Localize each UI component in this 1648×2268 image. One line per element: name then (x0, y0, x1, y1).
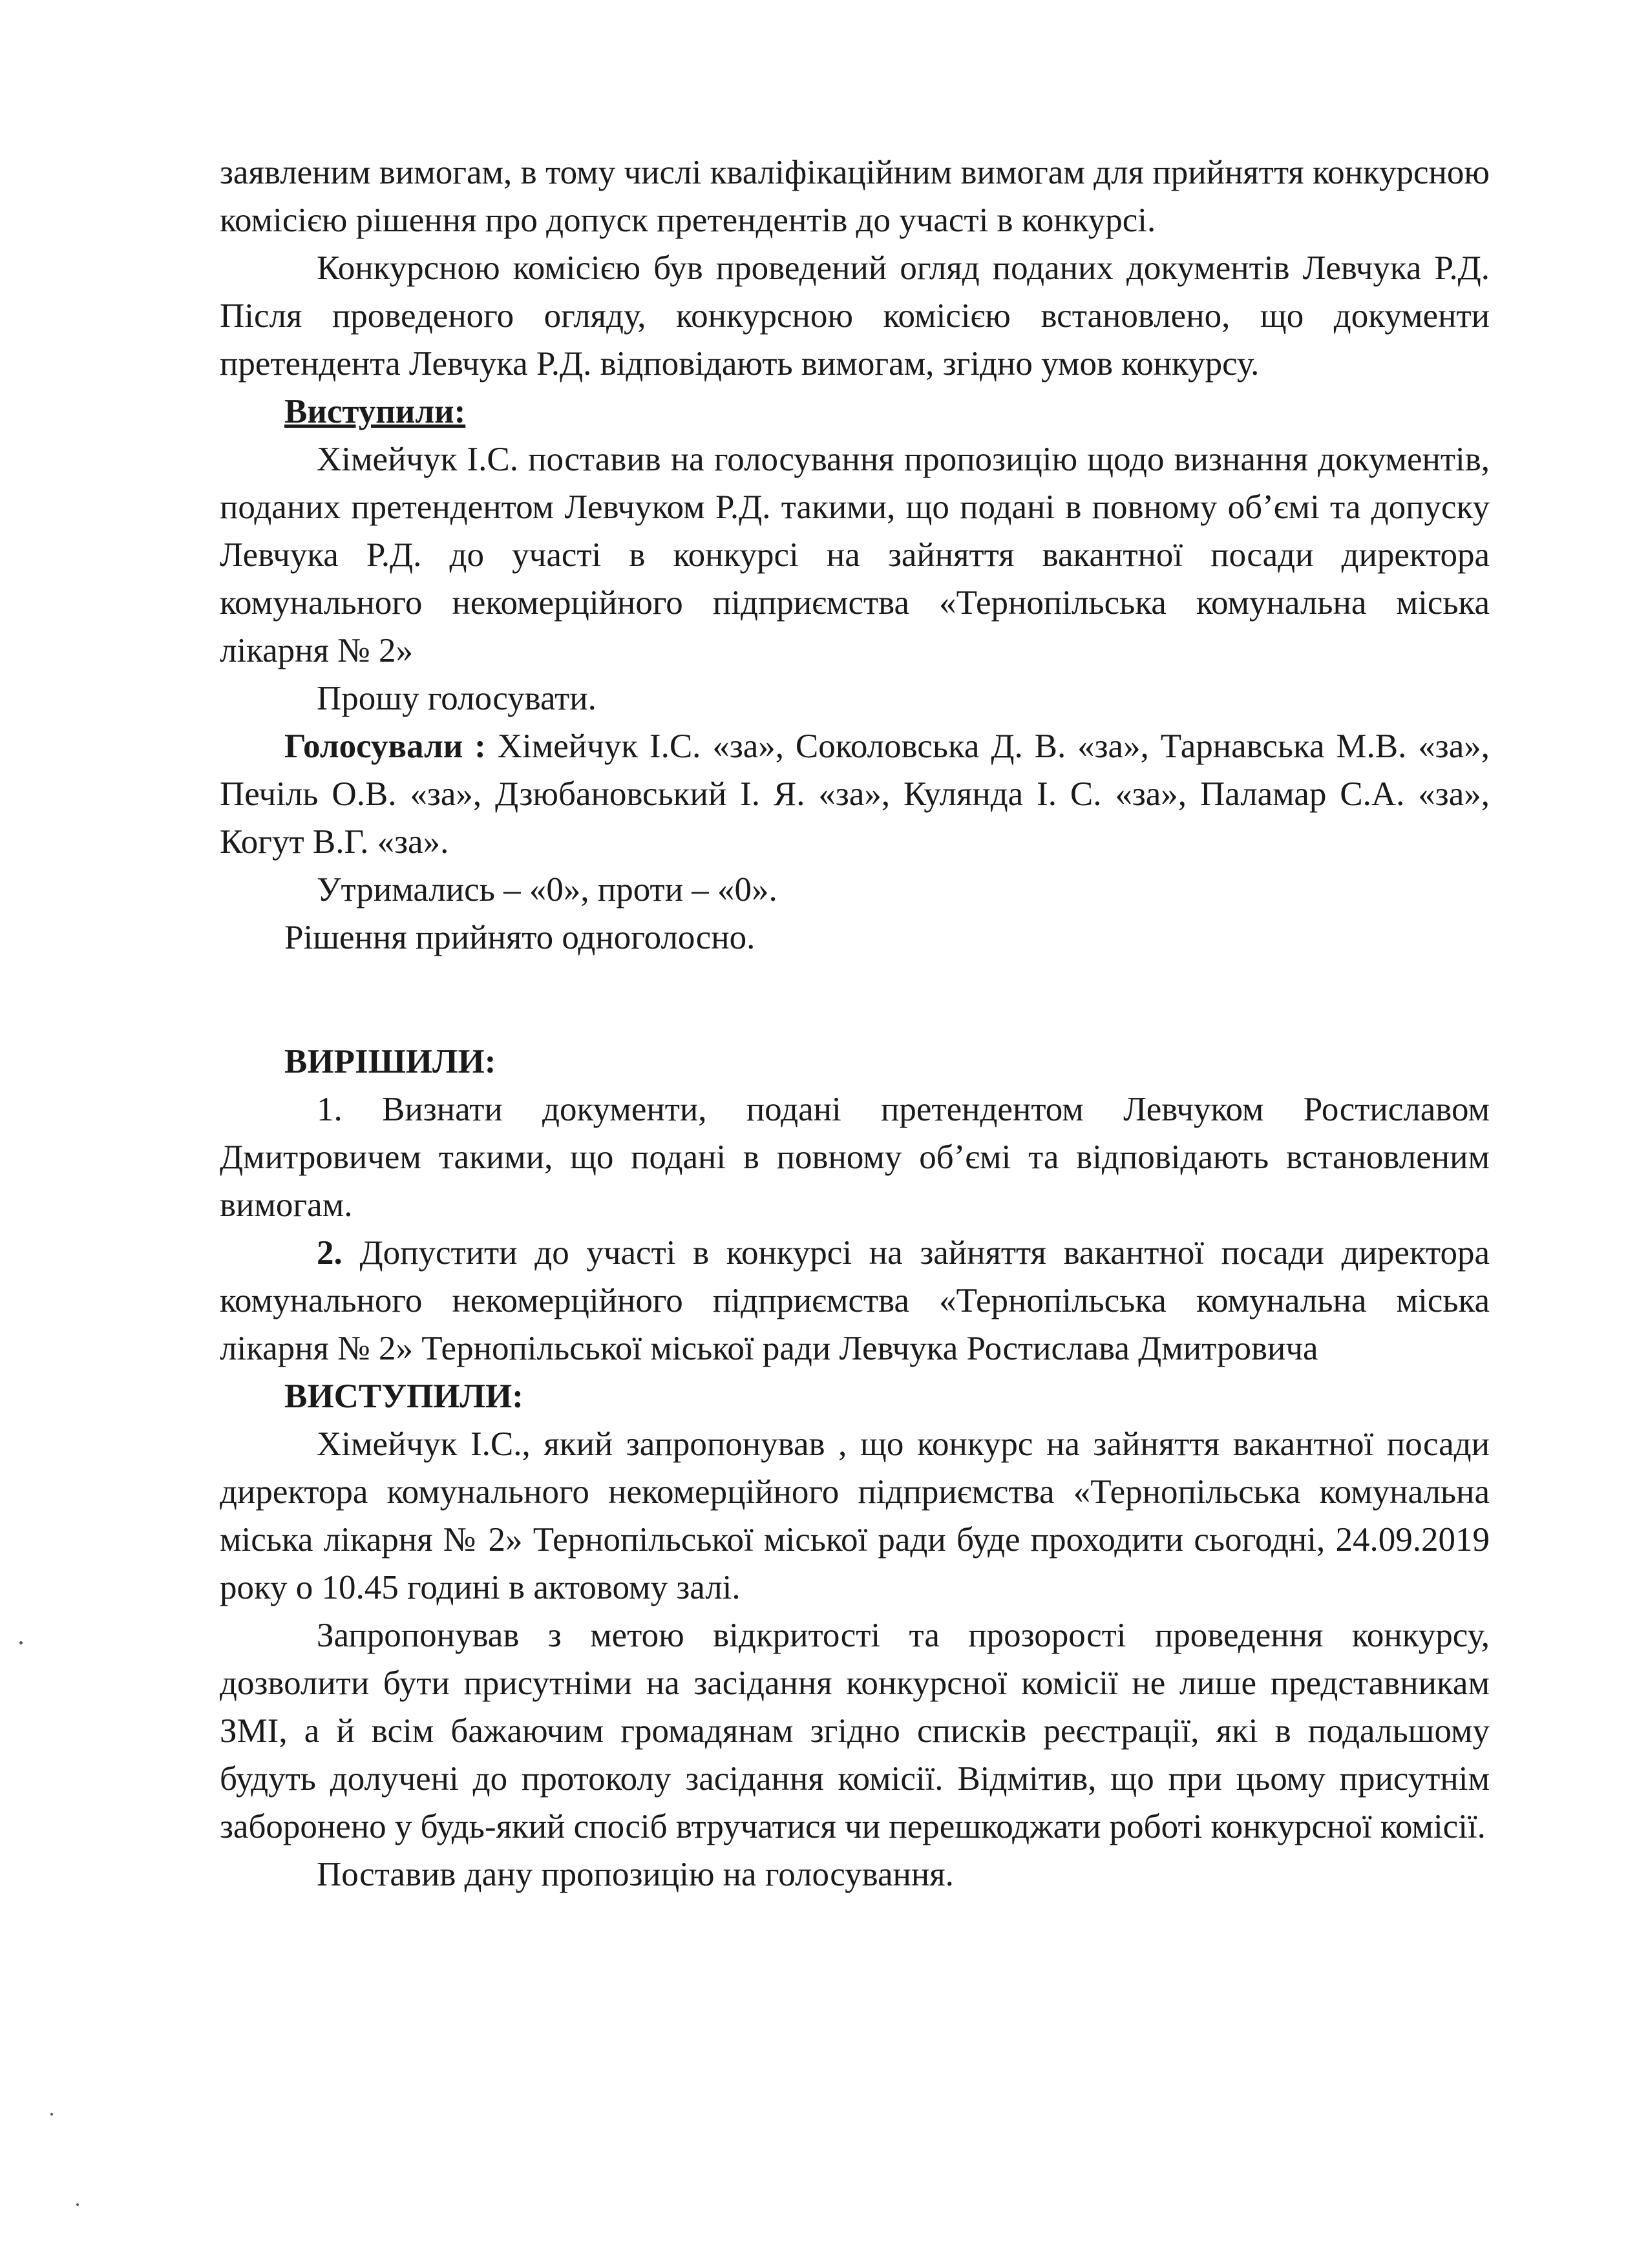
paragraph-openness: Запропонував з метою відкритості та прозорості проведення конкурсу, дозволити бути присутніми на засідання конкурсної комісії не лише представникам ЗМІ, а й всім бажаючим громадянам згідно списків реєстрації, які в подальшому будуть долучені до протоколу засідання комісії. Відмітив, що при цьому присутнім заборонено у будь-який спосіб втручатися чи перешкоджати роботі конкурсної комісії. (220, 1617, 1490, 1845)
resolution-item-1 (220, 1086, 1490, 1229)
heading-vystupyly-2: ВИСТУПИЛИ: (284, 1378, 523, 1415)
paragraph-review: Конкурсною комісією був проведений огляд поданих документів Левчука Р.Д. Після проведеного огляду, конкурсною комісією встановлено, що документи претендента Левчука Р.Д. відповідають вимогам, згідно умов конкурсу. (220, 249, 1490, 383)
vote-label: Голосували : (284, 728, 486, 765)
resolution-item-2-number: 2. (317, 1234, 343, 1272)
resolution-item-1-text: Визнати документи, подані претендентом Левчуком Ростиславом Дмитровичем такими, що подані в повному об’ємі та відповідають встановленим вимогам. (220, 1091, 1490, 1224)
paragraph-put-to-vote: Поставив дану пропозицію на голосування. (317, 1856, 954, 1893)
spacer (220, 961, 1490, 1038)
paragraph-decision-unanimous: Рішення прийнято одноголосно. (284, 919, 755, 956)
heading-vystupyly (220, 388, 1490, 436)
vote-list: Хімейчук І.С. «за», Соколовська Д. В. «за», Тарнавська М.В. «за», Печіль О.В. «за», Дзюбановський І. Я. «за», Кулянда І. С. «за», Паламар С.А. «за», Когут В.Г. «за». (220, 728, 1490, 861)
paragraph-votes (220, 722, 1490, 866)
resolution-item-1-number: 1. (317, 1091, 343, 1128)
paragraph-abstained: Утримались – «0», проти – «0». (317, 871, 777, 908)
paragraph-intro: заявленим вимогам, в тому числі кваліфікаційним вимогам для прийняття конкурсною комісією рішення про допуск претендентів до участі в конкурсі. (220, 154, 1490, 239)
document-page (220, 149, 1490, 1898)
scan-speck (50, 2113, 53, 2116)
scan-speck (76, 2203, 79, 2206)
resolution-item-2-text: Допустити до участі в конкурсі на зайняття вакантної посади директора комунального некомерційного підприємства «Тернопільська комунальна міська лікарня № 2» Тернопільської міської ради Левчука Ростислава Дмитровича (220, 1234, 1490, 1367)
heading-vystupyly-text: Виступили: (284, 393, 466, 430)
paragraph-please-vote: Прошу голосувати. (317, 680, 597, 717)
paragraph-proposal: Хімейчук І.С. поставив на голосування пропозицію щодо визнання документів, поданих претендентом Левчуком Р.Д. такими, що подані в повному об’ємі та допуску Левчука Р.Д. до участі в конкурсі на зайняття вакантної посади директора комунального некомерційного підприємства «Тернопільська комунальна міська лікарня № 2» (220, 441, 1490, 669)
heading-vyrishyly: ВИРІШИЛИ: (284, 1043, 496, 1080)
paragraph-competition-time: Хімейчук І.С., який запропонував , що конкурс на зайняття вакантної посади директора комунального некомерційного підприємства «Тернопільська комунальна міська лікарня № 2» Тернопільської міської ради буде проходити сьогодні, 24.09.2019 року о 10.45 годині в актовому залі. (220, 1425, 1490, 1606)
resolution-item-2 (220, 1229, 1490, 1372)
scan-speck (19, 1641, 23, 1644)
